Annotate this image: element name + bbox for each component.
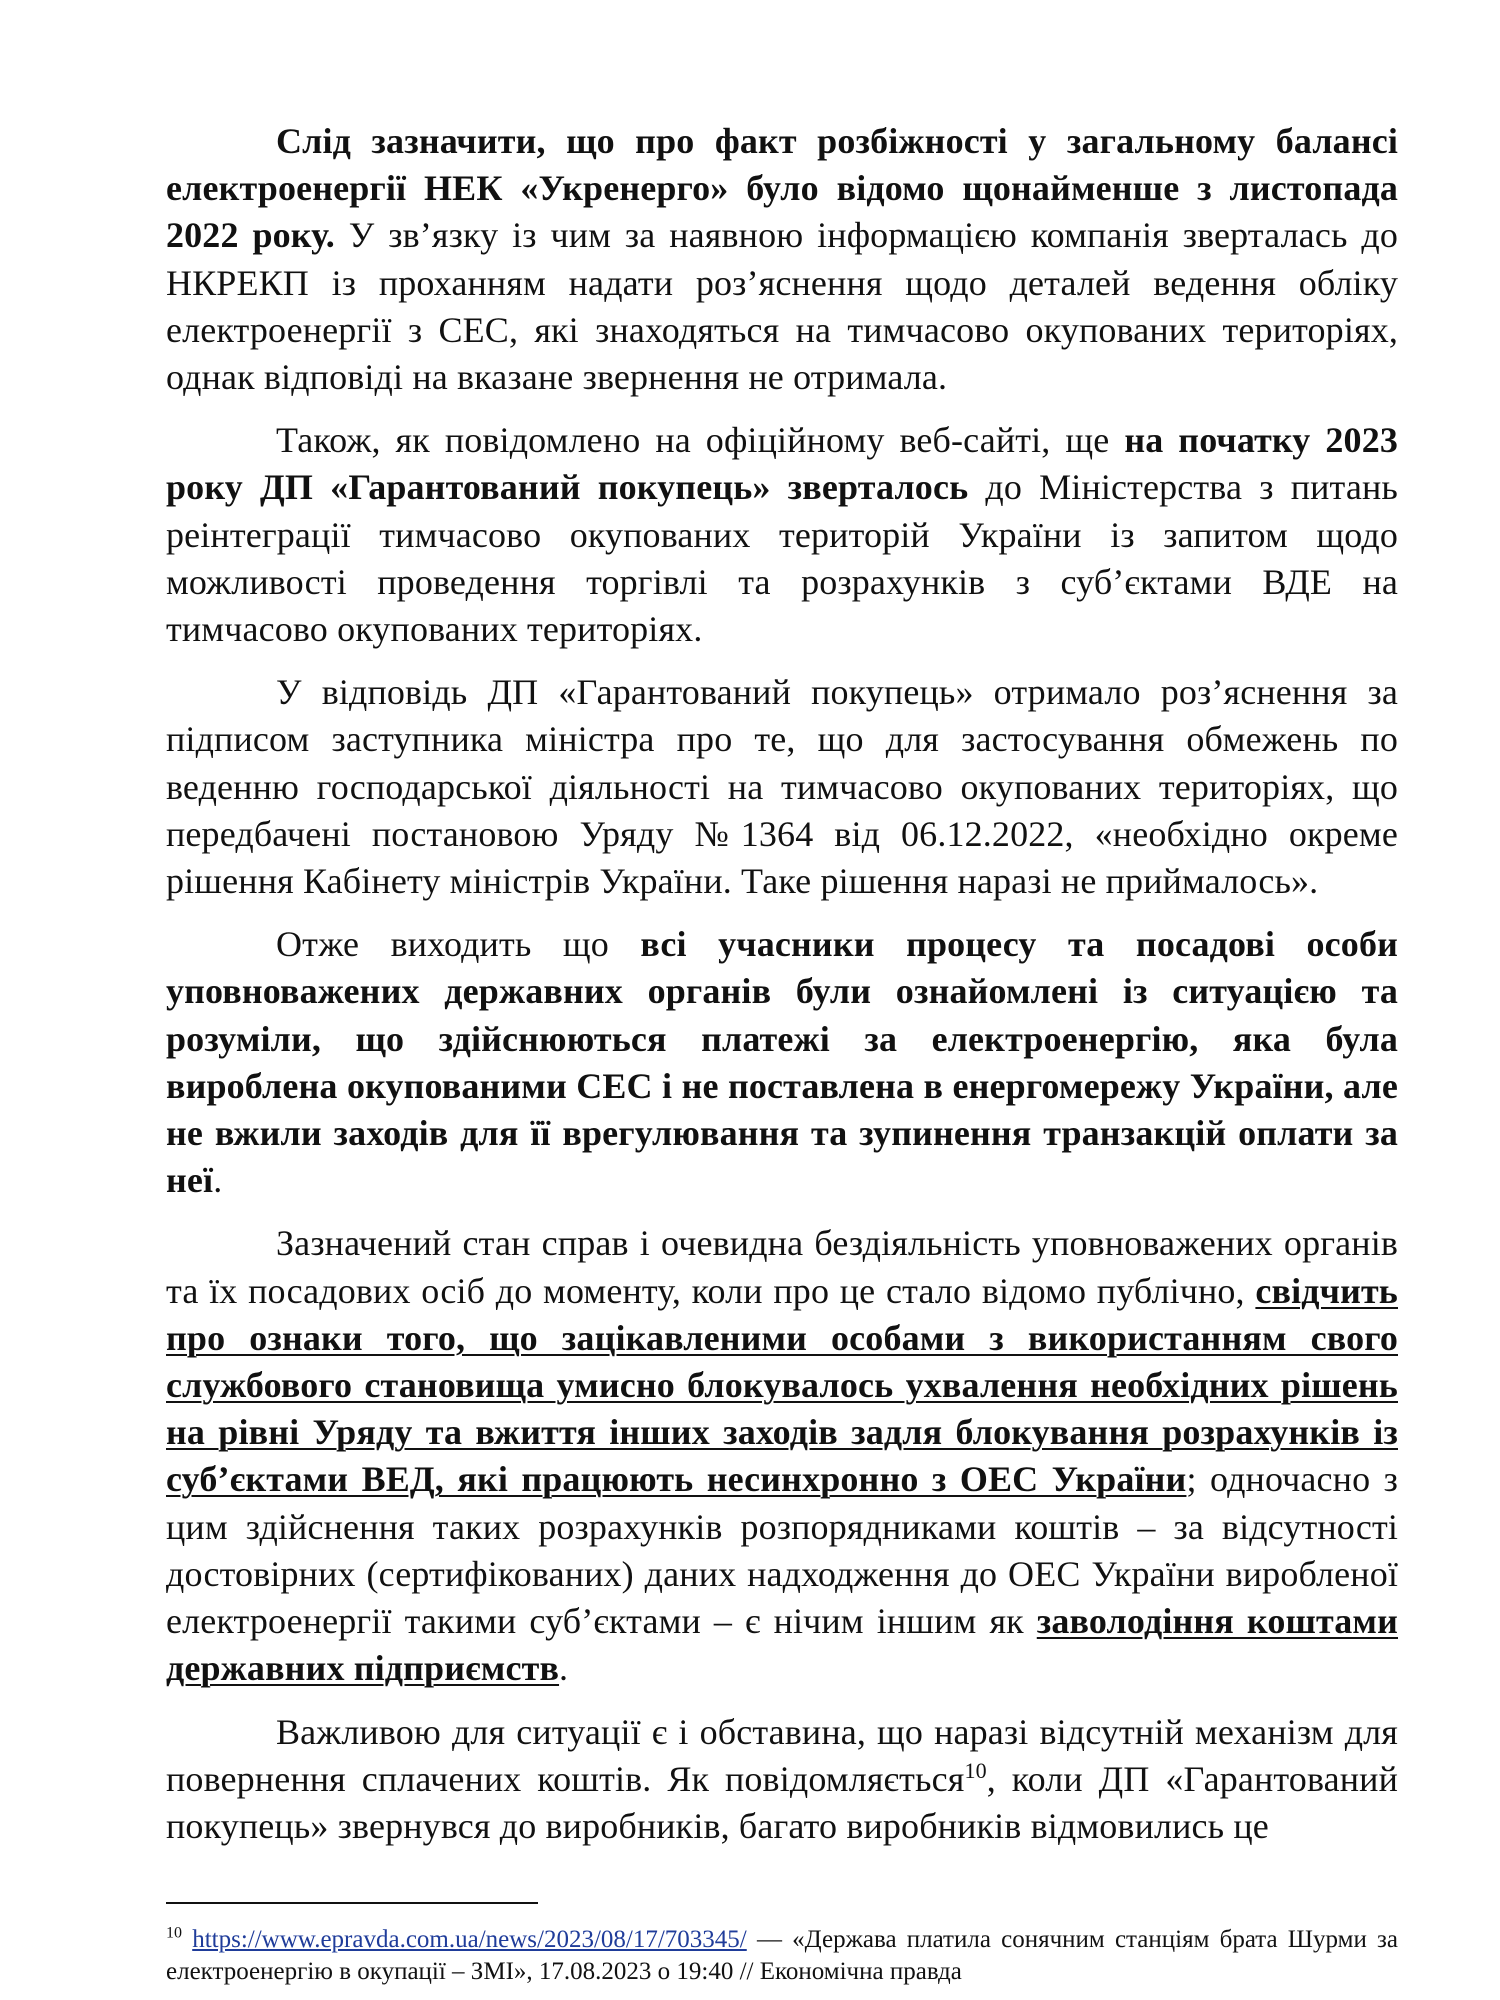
paragraph-2-text-start: Також, як повідомлено на офіційному веб-сайті, ще [276, 420, 1125, 461]
paragraph-5-bold-underline-2: заволодіння коштами державних підприємств [166, 1601, 1398, 1689]
paragraph-5-text-end: . [559, 1648, 569, 1689]
footnote-link[interactable]: https://www.epravda.com.ua/news/2023/08/17/703345/ [192, 1926, 747, 1953]
paragraph-6 [166, 1709, 1398, 1851]
footnote-number: 10 [166, 1924, 182, 1942]
document-page [166, 118, 1398, 1866]
paragraph-1-bold-intro: Слід зазначити, що про факт розбіжності у загальному балансі електроенергії НЕК «Укренерго» було відомо щонайменше з листопада 2022 року. [166, 121, 1398, 256]
paragraph-1 [166, 118, 1398, 401]
paragraph-6-text-start: Важливою для ситуації є і обставина, що наразі відсутній механізм для повернення сплачених коштів. Як повідомляється [166, 1711, 1398, 1799]
footnote-reference[interactable]: 10 [964, 1757, 987, 1783]
paragraph-5-text-start: Зазначений стан справ і очевидна бездіяльність уповноважених органів та їх посадових осіб до моменту, коли про це стало відомо публічно, [166, 1223, 1398, 1311]
paragraph-4-bold: всі учасники процесу та посадові особи уповноважених державних органів були ознайомлені із ситуацією та розуміли, що здійснюються платежі за електроенергію, яка була вироблена окупованими СЕС і не поставлена в енергомережу України, але не вжили заходів для її врегулювання та зупинення транзакцій оплати за неї [166, 924, 1398, 1201]
paragraph-2-text-end: до Міністерства з питань реінтеграції тимчасово окупованих територій України із запитом щодо можливості проведення торгівлі та розрахунків з суб’єктами ВДЕ на тимчасово окупованих територіях. [166, 467, 1398, 650]
paragraph-4-text-end: . [213, 1160, 223, 1201]
paragraph-4 [166, 921, 1398, 1204]
footnote-separator [166, 1902, 538, 1904]
paragraph-5 [166, 1220, 1398, 1692]
paragraph-3-text: У відповідь ДП «Гарантований покупець» отримало роз’яснення за підписом заступника міністра про те, що для застосування обмежень по веденню господарської діяльності на тимчасово окупованих територіях, що передбачені постановою Уряду №1364 від 06.12.2022, «необхідно окреме рішення Кабінету міністрів України. Таке рішення наразі не приймалось». [166, 672, 1398, 902]
paragraph-1-text: У зв’язку із чим за наявною інформацією компанія зверталась до НКРЕКП із проханням надати роз’яснення щодо деталей ведення обліку електроенергії з СЕС, які знаходяться на тимчасово окупованих територіях, однак відповіді на вказане звернення не отримала. [166, 215, 1398, 398]
footnote [166, 1924, 1398, 1988]
paragraph-3 [166, 669, 1398, 905]
paragraph-2-bold: на початку 2023 року ДП «Гарантований покупець» зверталось [166, 420, 1399, 508]
paragraph-2 [166, 417, 1398, 653]
paragraph-6-text-end: , коли ДП «Гарантований покупець» звернувся до виробників, багато виробників відмовились це [166, 1758, 1398, 1846]
paragraph-5-bold-underline-1: свідчить про ознаки того, що зацікавленими особами з використанням свого службового становища умисно блокувалось ухвалення необхідних рішень на рівні Уряду та вжиття інших заходів задля блокування розрахунків із суб’єктами ВЕД, які працюють несинхронно з ОЕС України [166, 1270, 1398, 1500]
footnote-text: — «Держава платила сонячним станціям брата Шурми за електроенергію в окупації – ЗМІ», 17.08.2023 о 19:40 // Економічна правда [166, 1926, 1399, 1985]
paragraph-4-text-start: Отже виходить що [276, 924, 641, 965]
paragraph-5-text-middle: ; одночасно з цим здійснення таких розрахунків розпорядниками коштів – за відсутності достовірних (сертифікованих) даних надходження до ОЕС України виробленої електроенергії такими суб’єктами – є нічим іншим як [166, 1459, 1398, 1642]
